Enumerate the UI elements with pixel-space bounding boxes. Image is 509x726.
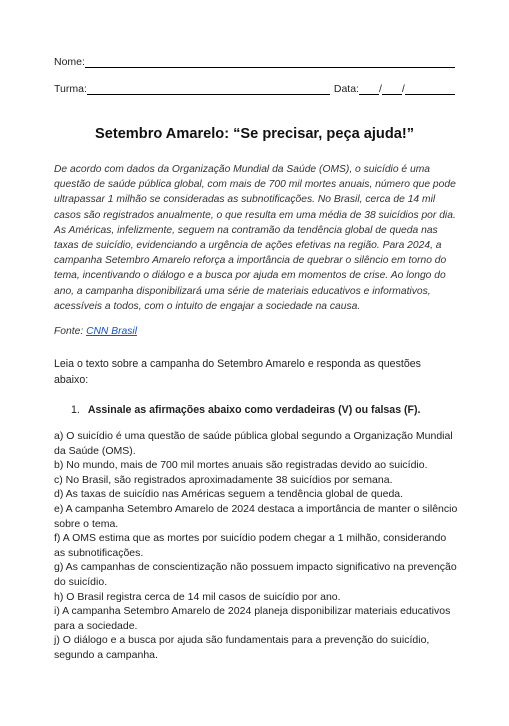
question-1 <box>71 404 421 416</box>
date-separator: / <box>378 83 382 95</box>
date-year-blank[interactable] <box>405 83 455 95</box>
date-separator: / <box>401 83 405 95</box>
name-blank-line[interactable] <box>85 56 455 68</box>
statement-item: h) O Brasil registra cerca de 14 mil casos de suicídio por ano. <box>54 590 341 603</box>
source-line <box>54 326 137 337</box>
instruction-text: Leia o texto sobre a campanha do Setembro Amarelo e responda as questões abaixo: <box>54 358 421 386</box>
statement-item: b) No mundo, mais de 700 mil mortes anuais são registradas devido ao suicídio. <box>54 459 428 472</box>
class-date-field-row <box>54 83 455 95</box>
name-label: Nome: <box>54 56 85 68</box>
date-month-blank[interactable] <box>382 83 402 95</box>
class-label: Turma: <box>54 83 87 95</box>
source-link[interactable]: CNN Brasil <box>86 326 137 337</box>
name-field-row <box>54 56 455 68</box>
statement-item: a) O suicídio é uma questão de saúde pública global segundo a Organização Mundial da Saúde (OMS). <box>54 430 453 457</box>
statement-item: g) As campanhas de conscientização não possuem impacto significativo na prevenção do suicídio. <box>54 561 457 588</box>
statement-item: e) A campanha Setembro Amarelo de 2024 destaca a importância de manter o silêncio sobre o tema. <box>54 502 458 530</box>
statement-item: i) A campanha Setembro Amarelo de 2024 planeja disponibilizar materiais educativos para a sociedade. <box>54 605 451 632</box>
statement-item: j) O diálogo e a busca por ajuda são fundamentais para a prevenção do suicídio, segundo a campanha. <box>54 634 430 661</box>
statement-item: f) A OMS estima que as mortes por suicídio podem chegar a 1 milhão, considerando as subnotificações. <box>54 532 447 559</box>
document-title: Setembro Amarelo: “Se precisar, peça ajuda!” <box>94 126 415 142</box>
question-number: 1. <box>71 404 80 416</box>
statement-list <box>54 429 458 663</box>
question-text: Assinale as afirmações abaixo como verdadeiras (V) ou falsas (F). <box>87 404 421 416</box>
date-label: Data: <box>333 83 359 95</box>
date-day-blank[interactable] <box>359 83 379 95</box>
source-label: Fonte: <box>54 326 87 337</box>
intro-paragraph: De acordo com dados da Organização Mundial da Saúde (OMS), o suicídio é uma questão de saúde pública global, com mais de 700 mil mortes anuais, número que pode ultrapassar 1 milhão se consideradas as subnotificações. No Brasil, cerca de 14 mil casos são registrados anualmente, o que resulta em uma média de 38 suicídios por dia. As Américas, infelizmente, seguem na contramão da tendência global de queda nas taxas de suicídio, evidenciando a urgência de ações efetivas na região. Para 2024, a campanha Setembro Amarelo reforça a importância de quebrar o silêncio em torno do tema, incentivando o diálogo e a busca por ajuda em momentos de crise. Ao longo do ano, a campanha disponibilizará uma série de materiais educativos e informativos, acessíveis a todos, com o intuito de engajar a sociedade na causa. <box>54 164 456 312</box>
statement-item: d) As taxas de suicídio nas Américas seguem a tendência global de queda. <box>54 488 404 501</box>
class-blank-line[interactable] <box>87 83 330 95</box>
statement-item: c) No Brasil, são registrados aproximadamente 38 suicídios por semana. <box>54 473 393 486</box>
